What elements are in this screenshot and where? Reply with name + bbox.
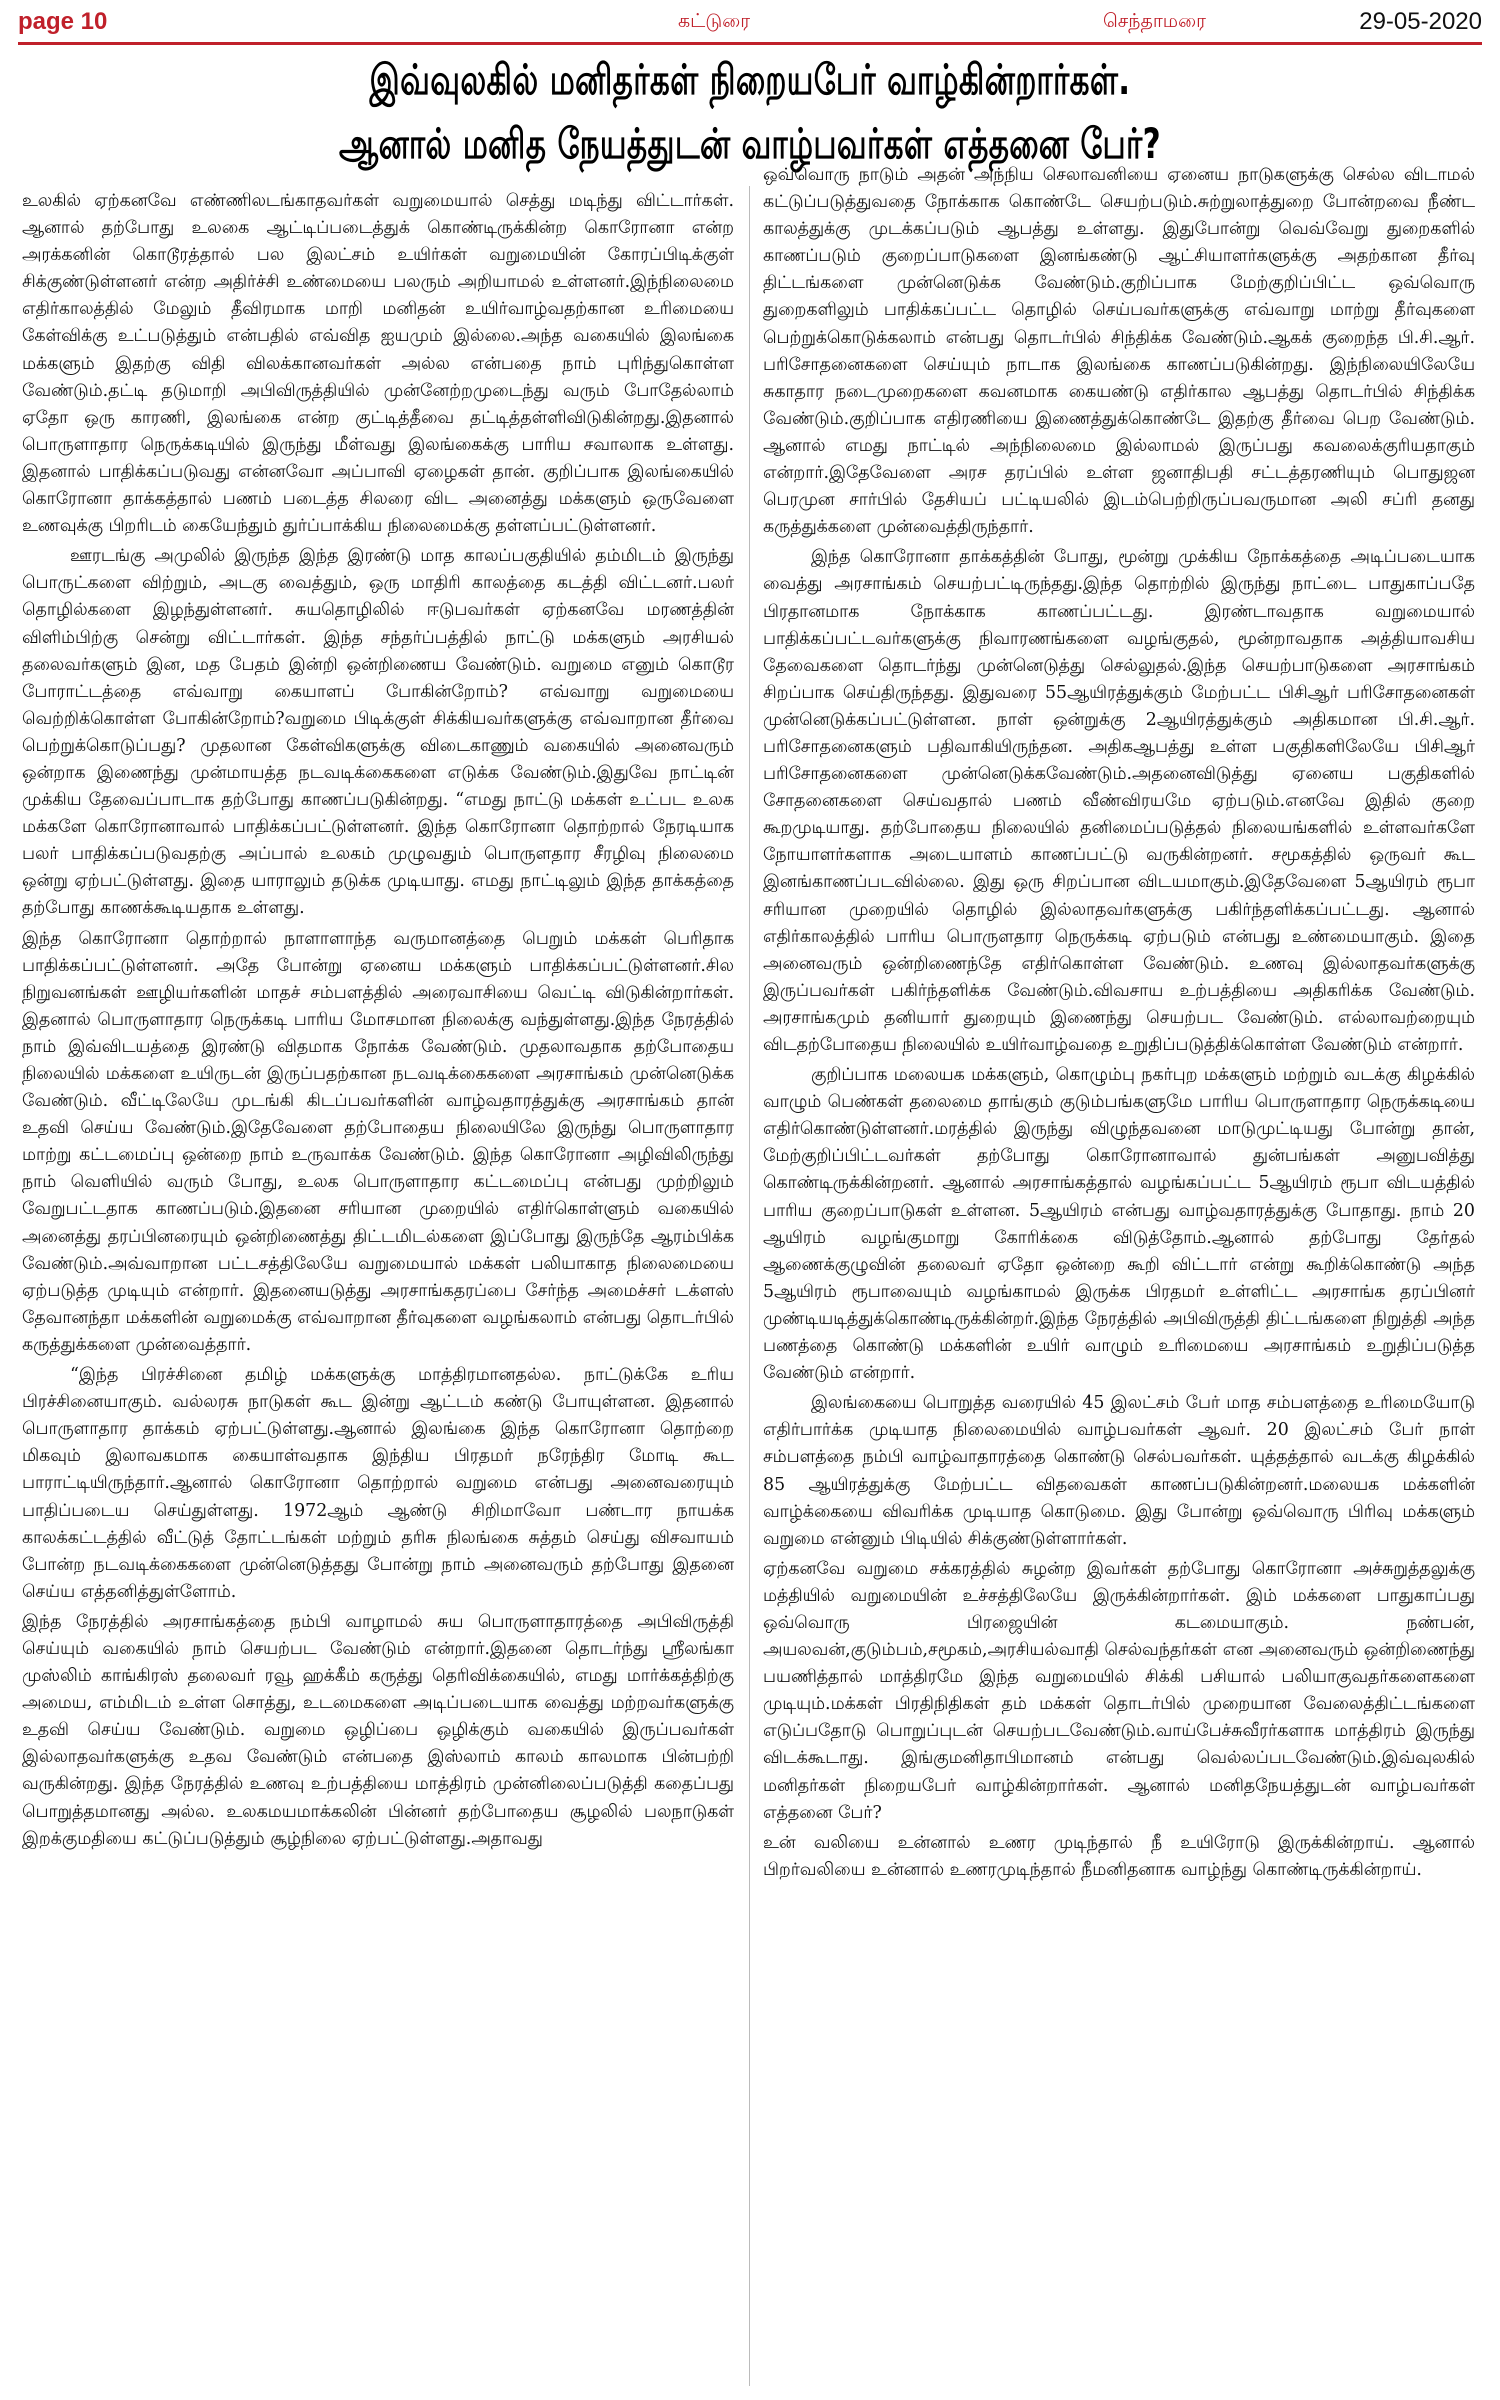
paragraph: இலங்கையை பொறுத்த வரையில் 45 இலட்சம் பேர் மாத சம்பளத்தை உரிமையோடு எதிர்பார்க்க முடியாத நிலைமையில் வாழ்பவர்கள் ஆவர். 20 இலட்சம் பேர் நாள் சம்பளத்தை நம்பி வாழ்வாதாரத்தை கொண்டு செல்பவர்கள். யுத்தத்தால் வடக்கு கிழக்கில் 85 ஆயிரத்துக்கு மேற்பட்ட விதவைகள் காணப்படுகின்றனர்.மலையக மக்களின் வாழ்க்கையை விவரிக்க முடியாத கொடுமை. இது போன்று ஒவ்வொரு பிரிவு மக்களும் வறுமை என்னும் பிடியில் சிக்குண்டுள்ளார்கள்.	[763, 1393, 1475, 1549]
section-label: கட்டுரை	[678, 10, 751, 32]
article-right-column	[763, 162, 1475, 2392]
paragraph: உலகில் ஏற்கனவே எண்ணிலடங்காதவர்கள் வறுமையால் செத்து மடிந்து விட்டார்கள். ஆனால் தற்போது உலகை ஆட்டிப்படைத்துக் கொண்டிருக்கின்ற கொரோனா என்ற அரக்கனின் கொடூரத்தால் பல இலட்சம் உயிர்கள் வறுமையின் கோரப்பிடிக்குள் சிக்குண்டுள்ளனர் என்ற அதிர்ச்சி உண்மையை பலரும் அறியாமல் உள்ளனர்.இந்நிலைமை எதிர்காலத்தில் மேலும் தீவிரமாக மாறி மனிதன் உயிர்வாழ்வதற்கான உரிமையை கேள்விக்கு உட்படுத்தும் என்பதில் எவ்வித ஐயமும் இல்லை.அந்த வகையில் இலங்கை மக்களும் இதற்கு விதி விலக்கானவர்கள் அல்ல என்பதை நாம் புரிந்துகொள்ள வேண்டும்.தட்டி தடுமாறி அபிவிருத்தியில் முன்னேற்றமுடைந்து வரும் போதேல்லாம் ஏதோ ஒரு காரணி, இலங்கை என்ற குட்டித்தீவை தட்டித்தள்ளிவிடுகின்றது.இதனால் பொருளாதார நெருக்கடியில் இருந்து மீள்வது இலங்கைக்கு பாரிய சவாலாக உள்ளது. இதனால் பாதிக்கப்படுவது என்னவோ அப்பாவி ஏழைகள் தான். குறிப்பாக இலங்கையில் கொரோனா தாக்கத்தால் பணம் படைத்த சிலரை விட அனைத்து மக்களும் ஒருவேளை உணவுக்கு பிறரிடம் கையேந்தும் துர்ப்பாக்கிய நிலைமைக்கு தள்ளப்பட்டுள்ளனர்.	[22, 191, 734, 537]
headline-line-1: இவ்வுலகில் மனிதர்கள் நிறையபேர் வாழ்கின்றார்கள்.	[369, 55, 1131, 104]
newspaper-name: செந்தாமரை	[1103, 10, 1206, 32]
paragraph: ஊரடங்கு அமுலில் இருந்த இந்த இரண்டு மாத காலப்பகுதியில் தம்மிடம் இருந்து பொருட்களை விற்றும், அடகு வைத்தும், ஒரு மாதிரி காலத்தை கடத்தி விட்டனர்.பலர் தொழில்களை இழந்துள்ளனர். சுயதொழிலில் ஈடுபவர்கள் ஏற்கனவே மரணத்தின் விளிம்பிற்கு சென்று விட்டார்கள். இந்த சந்தர்ப்பத்தில் நாட்டு மக்களும் அரசியல் தலைவர்களும் இன, மத பேதம் இன்றி ஒன்றிணைய வேண்டும். வறுமை எனும் கொடூர போராட்டத்தை எவ்வாறு கையாளப் போகின்றோம்? எவ்வாறு வறுமையை வெற்றிக்கொள்ள போகின்றோம்?வறுமை பிடிக்குள் சிக்கியவர்களுக்கு எவ்வாறான தீர்வை பெற்றுக்கொடுப்பது? முதலான கேள்விகளுக்கு விடைகாணும் வகையில் அனைவரும் ஒன்றாக இணைந்து முன்மாயத்த நடவடிக்கைகளை எடுக்க வேண்டும்.இதுவே நாட்டின் முக்கிய தேவைப்பாடாக தற்போது காணப்படுகின்றது. “எமது நாட்டு மக்கள் உட்பட உலக மக்களே கொரோனாவால் பாதிக்கப்பட்டுள்ளனர். இந்த கொரோனா தொற்றால் நேரடியாக பலர் பாதிக்கப்படுவதற்கு அப்பால் உலகம் முழுவதும் பொருளதார சீரழிவு நிலைமை ஒன்று ஏற்பட்டுள்ளது. இதை யாராலும் தடுக்க முடியாது. எமது நாட்டிலும் இந்த தாக்கத்தை தற்போது காணக்கூடியதாக உள்ளது.	[22, 546, 734, 919]
paragraph: குறிப்பாக மலையக மக்களும், கொழும்பு நகர்புற மக்களும் மற்றும் வடக்கு கிழக்கில் வாழும் பெண்கள் தலைமை தாங்கும் குடும்பங்களுமே பாரிய பொருளாதார நெருக்கடியை எதிர்கொண்டுள்ளனர்.மரத்தில் இருந்து விழுந்தவனை மாடுமுட்டியது போன்று தான், மேற்குறிப்பிட்டவர்கள் தற்போது கொரோனாவால் துன்பங்கள் அனுபவித்து கொண்டிருக்கின்றனர். ஆனால் அரசாங்கத்தால் வழங்கப்பட்ட 5ஆயிரம் ரூபா விடயத்தில் பாரிய குறைப்பாடுகள் உள்ளன. 5ஆயிரம் என்பது வாழ்வதாரத்துக்கு போதாது. நாம் 20 ஆயிரம் வழங்குமாறு கோரிக்கை விடுத்தோம்.ஆனால் தற்போது தேர்தல் ஆணைக்குழுவின் தலைவர் ஏதோ ஒன்றை கூறி விட்டார் என்று கூறிக்கொண்டு அந்த 5ஆயிரம் ரூபாவையும் வழங்காமல் இருக்க பிரதமர் உள்ளிட்ட அரசாங்க தரப்பினர் முண்டியடித்துக்கொண்டிருக்கின்றர்.இந்த நேரத்தில் அபிவிருத்தி திட்டங்களை நிறுத்தி அந்த பணத்தை கொண்டு மக்களின் உயிர் வாழும் உரிமையை அரசாங்கம் உறுதிப்படுத்த வேண்டும் என்றார்.	[763, 1065, 1475, 1384]
issue-date: 29-05-2020	[1359, 8, 1482, 35]
paragraph: ஏற்கனவே வறுமை சக்கரத்தில் சுழன்ற இவர்கள் தற்போது கொரோனா அச்சுறுத்தலுக்கு மத்தியில் வறுமையின் உச்சத்திலேயே இருக்கின்றார்கள். இம் மக்களை பாதுகாப்பது ஒவ்வொரு பிரஜையின் கடமையாகும். நண்பன், அயலவன்,குடும்பம்,சமூகம்,அரசியல்வாதி செல்வந்தர்கள் என அனைவரும் ஒன்றிணைந்து பயணித்தால் மாத்திரமே இந்த வறுமையில் சிக்கி பசியால் பலியாகுவதர்களைகளை முடியும்.மக்கள் பிரதிநிதிகள் தம் மக்கள் தொடர்பில் முறையான வேலைத்திட்டங்களை எடுப்பதோடு பொறுப்புடன் செயற்படவேண்டும்.வாய்பேச்சுவீரர்களாக மாத்திரம் இருந்து விடக்கூடாது. இங்குமனிதாபிமானம் என்பது வெல்லப்படவேண்டும்.இவ்வுலகில் மனிதர்கள் நிறையபேர் வாழ்கின்றார்கள். ஆனால் மனிதநேயத்துடன் வாழ்பவர்கள் எத்தனை பேர்?	[763, 1558, 1475, 1823]
page-number: page 10	[18, 8, 108, 35]
paragraph: இந்த கொரோனா தாக்கத்தின் போது, மூன்று முக்கிய நோக்கத்தை அடிப்படையாக வைத்து அரசாங்கம் செயற்பட்டிருந்தது.இந்த தொற்றில் இருந்து நாட்டை பாதுகாப்பதே பிரதானமாக நோக்காக காணப்பட்டது. இரண்டாவதாக வறுமையால் பாதிக்கப்பட்டவர்களுக்கு நிவாரணங்களை வழங்குதல், மூன்றாவதாக அத்தியாவசிய தேவைகளை தொடர்ந்து முன்னெடுத்து செல்லுதல்.இந்த செயற்பாடுகளை அரசாங்கம் சிறப்பாக செய்திருந்தது. இதுவரை 55ஆயிரத்துக்கும் மேற்பட்ட பிசிஆர் பரிசோதனைகள் முன்னெடுக்கப்பட்டுள்ளன. நாள் ஒன்றுக்கு 2ஆயிரத்துக்கும் அதிகமான பி.சி.ஆர். பரிசோதனைகளும் பதிவாகியிருந்தன. அதிகஆபத்து உள்ள பகுதிகளிலேயே பிசிஆர் பரிசோதனைகளை முன்னெடுக்கவேண்டும்.அதனைவிடுத்து ஏனைய பகுதிகளில் சோதனைகளை செய்வதால் பணம் வீண்விரயமே ஏற்படும்.எனவே இதில் குறை கூறமுடியாது. தற்போதைய நிலையில் தனிமைப்படுத்தல் நிலையங்களில் உள்ளவர்களே நோயாளர்களாக அடையாளம் காணப்பட்டு வருகின்றனர். சமூகத்தில் ஒருவர் கூட இனங்காணப்படவில்லை. இது ஒரு சிறப்பான விடயமாகும்.இதேவேளை 5ஆயிரம் ரூபா சரியான முறையில் தொழில் இல்லாதவர்களுக்கு பகிர்ந்தளிக்கப்பட்டது. ஆனால் எதிர்காலத்தில் பாரிய பொருளதார நெருக்கடி ஏற்படும் என்பது உண்மையாகும். இதை அனைவரும் ஒன்றிணைந்தே எதிர்கொள்ள வேண்டும். உணவு இல்லாதவர்களுக்கு இருப்பவர்கள் பகிர்ந்தளிக்க வேண்டும்.விவசாய உற்பத்தியை அதிகரிக்க வேண்டும். அரசாங்கமும் தனியார் துறையும் இணைந்து செயற்பட வேண்டும். எல்லாவற்றையும் விடதற்போதைய நிலையில் உயிர்வாழ்வதை உறுதிப்படுத்திக்கொள்ள வேண்டும் என்றார்.	[763, 547, 1475, 1055]
paragraph: இந்த கொரோனா தொற்றால் நாளாளாந்த வருமானத்தை பெறும் மக்கள் பெரிதாக பாதிக்கப்பட்டுள்ளனர். அதே போன்று ஏனைய மக்களும் பாதிக்கப்பட்டுள்ளனர்.சில நிறுவனங்கள் ஊழியர்களின் மாதச் சம்பளத்தில் அரைவாசியை வெட்டி விடுகின்றார்கள். இதனால் பொருளாதார நெருக்கடி பாரிய மோசமான நிலைக்கு வந்துள்ளது.இந்த நேரத்தில் நாம் இவ்விடயத்தை இரண்டு விதமாக நோக்க வேண்டும். முதலாவதாக தற்போதைய நிலையில் மக்களை உயிருடன் இருப்பதற்கான நடவடிக்கைகளை அரசாங்கம் முன்னெடுக்க வேண்டும். வீட்டிலேயே முடங்கி கிடப்பவர்களின் வாழ்வதாரத்துக்கு அரசாங்கம் தான் உதவி செய்ய வேண்டும்.இதேவேளை தற்போதைய நிலையிலே இருந்து பொருளாதார மாற்று கட்டமைப்பு ஒன்றை நாம் உருவாக்க வேண்டும். இந்த கொரோனா அழிவிலிருந்து நாம் வெளியில் வரும் போது, உலக பொருளாதார கட்டமைப்பு என்பது முற்றிலும் வேறுபட்டதாக காணப்படும்.இதனை சரியான முறையில் எதிர்கொள்ளும் வகையில் அனைத்து தரப்பினரையும் ஒன்றிணைத்து திட்டமிடல்களை இப்போது இருந்தே ஆரம்பிக்க வேண்டும்.அவ்வாறான பட்டசத்திலேயே வறுமையால் மக்கள் பலியாகாத நிலைமையை ஏற்படுத்த முடியும் என்றார். இதனையடுத்து அரசாங்கதரப்பை சேர்ந்த அமைச்சர் டக்ளஸ் தேவானந்தா மக்களின் வறுமைக்கு எவ்வாறான தீர்வுகளை வழங்கலாம் என்பது தொடர்பில் கருத்துக்களை முன்வைத்தார்.	[22, 928, 734, 1355]
headline-line-2: ஆனால் மனித நேயத்துடன் வாழ்பவர்கள் எத்தனை பேர்?	[338, 119, 1162, 168]
paragraph: ஒவ்வொரு நாடும் அதன் அந்நிய செலாவனியை ஏனைய நாடுகளுக்கு செல்ல விடாமல் கட்டுப்படுத்துவதை நோக்காக கொண்டே செயற்படும்.சுற்றுலாத்துறை போன்றவை நீண்ட காலத்துக்கு முடக்கப்படும் ஆபத்து உள்ளது. இதுபோன்று வெவ்வேறு துறைகளில் காணப்படும் குறைப்பாடுகளை இனங்கண்டு ஆட்சியாளர்களுக்கு அதற்கான தீர்வு திட்டங்களை முன்னெடுக்க வேண்டும்.குறிப்பாக மேற்குறிப்பிட்ட ஒவ்வொரு துறைகளிலும் பாதிக்கப்பட்ட தொழில் செய்பவர்களுக்கு எவ்வாறு மாற்று தீர்வுகளை பெற்றுக்கொடுக்கலாம் என்பது தொடர்பில் சிந்திக்க வேண்டும்.ஆகக் குறைந்த பி.சி.ஆர். பரிசோதனைகளை செய்யும் நாடாக இலங்கை காணப்படுகின்றது. இந்நிலையிலேயே சுகாதார நடைமுறைகளை கவனமாக கையண்டு எதிர்கால ஆபத்து தொடர்பில் சிந்திக்க வேண்டும்.குறிப்பாக எதிரணியை இணைத்துக்கொண்டே இதற்கு தீர்வை பெற வேண்டும். ஆனால் எமது நாட்டில் அந்நிலைமை இல்லாமல் இருப்பது கவலைக்குரியதாகும் என்றார்.இதேவேளை அரச தரப்பில் உள்ள ஜனாதிபதி சட்டத்தரணியும் பொதுஜன பெரமுன சார்பில் தேசியப் பட்டியலில் இடம்பெற்றிருப்பவருமான அலி சப்ரி தனது கருத்துக்களை முன்வைத்திருந்தார்.	[763, 165, 1475, 538]
column-divider	[749, 186, 750, 2386]
paragraph: “இந்த பிரச்சினை தமிழ் மக்களுக்கு மாத்திரமானதல்ல. நாட்டுக்கே உரிய பிரச்சினையாகும். வல்லரசு நாடுகள் கூட இன்று ஆட்டம் கண்டு போயுள்ளன. இதனால் பொருளாதார தாக்கம் ஏற்பட்டுள்ளது.ஆனால் இலங்கை இந்த கொரோனா தொற்றை மிகவும் இலாவகமாக கையாள்வதாக இந்திய பிரதமர் நரேந்திர மோடி கூட பாராட்டியிருந்தார்.ஆனால் கொரோனா தொற்றால் வறுமை என்பது அனைவரையும் பாதிப்படைய செய்துள்ளது. 1972ஆம் ஆண்டு சிறிமாவோ பண்டார நாயக்க காலக்கட்டத்தில் வீட்டுத் தோட்டங்கள் மற்றும் தரிசு நிலங்கை சுத்தம் செய்து விசவாயம் போன்ற நடவடிக்கைகளை முன்னெடுத்தது போன்று நாம் அனைவரும் தற்போது இதனை செய்ய எத்தனித்துள்ளோம்.	[22, 1365, 734, 1602]
paragraph: உன் வலியை உன்னால் உணர முடிந்தால் நீ உயிரோடு இருக்கின்றாய். ஆனால் பிறர்வலியை உன்னால் உணரமுடிந்தால் நீமனிதனாக வாழ்ந்து கொண்டிருக்கின்றாய்.	[763, 1832, 1475, 1880]
page-header	[18, 8, 1482, 45]
article-left-column	[22, 188, 734, 2388]
paragraph: இந்த நேரத்தில் அரசாங்கத்தை நம்பி வாழாமல் சுய பொருளாதாரத்தை அபிவிருத்தி செய்யும் வகையில் நாம் செயற்பட வேண்டும் என்றார்.இதனை தொடர்ந்து ஸ்ரீலங்கா முஸ்லிம் காங்கிரஸ் தலைவர் ரவூ ஹக்கீம் கருத்து தெரிவிக்கையில், எமது மார்க்கத்திற்கு அமைய, எம்மிடம் உள்ள சொத்து, உடமைகளை அடிப்படையாக வைத்து மற்றவர்களுக்கு உதவி செய்ய வேண்டும். வறுமை ஒழிப்பை ஒழிக்கும் வகையில் இருப்பவர்கள் இல்லாதவர்களுக்கு உதவ வேண்டும் என்பதை இஸ்லாம் காலம் காலமாக பின்பற்றி வருகின்றது. இந்த நேரத்தில் உணவு உற்பத்தியை மாத்திரம் முன்னிலைப்படுத்தி கதைப்பது பொறுத்தமானது அல்ல. உலகமயமாக்கலின் பின்னர் தற்போதைய சூழலில் பலநாடுகள் இறக்குமதியை கட்டுப்படுத்தும் சூழ்நிலை ஏற்பட்டுள்ளது.அதாவது	[22, 1611, 734, 1849]
